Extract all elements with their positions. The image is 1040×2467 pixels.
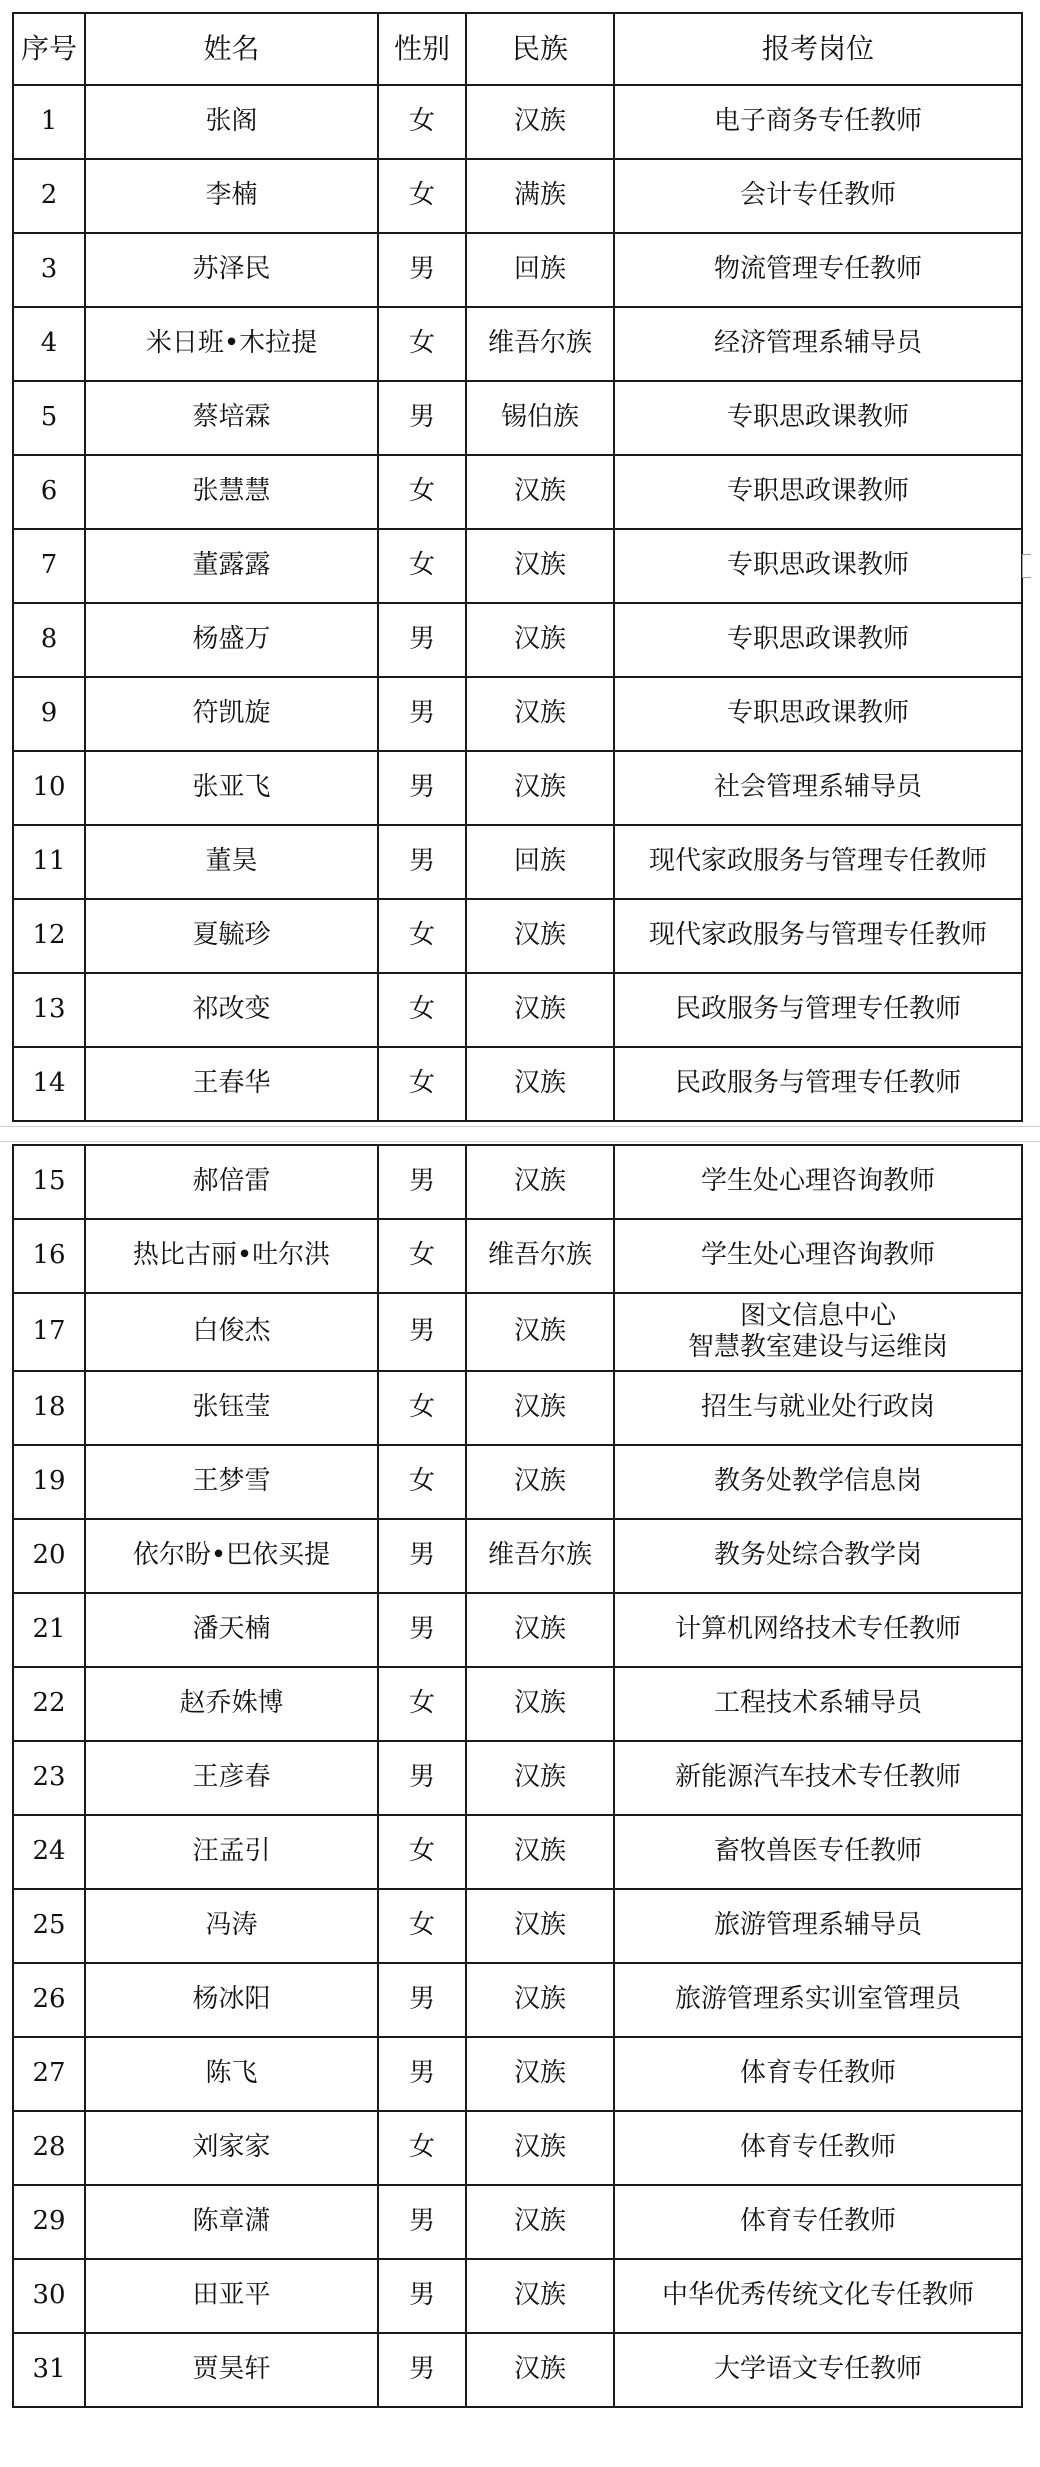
cell-name: 米日班•木拉提 <box>85 307 378 381</box>
cell-position: 专职思政课教师 <box>614 455 1022 529</box>
cell-position: 计算机网络技术专任教师 <box>614 1593 1022 1667</box>
cell-no: 26 <box>13 1963 85 2037</box>
cell-no: 8 <box>13 603 85 677</box>
table-row <box>13 529 1022 603</box>
cell-gender: 男 <box>378 381 466 455</box>
cell-position: 现代家政服务与管理专任教师 <box>614 825 1022 899</box>
table-row <box>13 1741 1022 1815</box>
cell-name: 蔡培霖 <box>85 381 378 455</box>
candidate-table-part-2 <box>12 1144 1023 2408</box>
cell-position: 体育专任教师 <box>614 2185 1022 2259</box>
cell-name: 张钰莹 <box>85 1371 378 1445</box>
cell-gender: 男 <box>378 1293 466 1371</box>
cell-name: 陈飞 <box>85 2037 378 2111</box>
page-edge-marker <box>1022 554 1031 578</box>
table-row <box>13 455 1022 529</box>
cell-ethnicity: 汉族 <box>466 1593 614 1667</box>
cell-no: 20 <box>13 1519 85 1593</box>
cell-name: 白俊杰 <box>85 1293 378 1371</box>
cell-position: 民政服务与管理专任教师 <box>614 1047 1022 1121</box>
cell-gender: 男 <box>378 1519 466 1593</box>
cell-no: 19 <box>13 1445 85 1519</box>
cell-name: 田亚平 <box>85 2259 378 2333</box>
cell-name: 赵乔姝博 <box>85 1667 378 1741</box>
cell-name: 符凯旋 <box>85 677 378 751</box>
table-row <box>13 1371 1022 1445</box>
cell-no: 5 <box>13 381 85 455</box>
cell-no: 25 <box>13 1889 85 1963</box>
cell-ethnicity: 回族 <box>466 825 614 899</box>
table-row <box>13 2185 1022 2259</box>
cell-ethnicity: 维吾尔族 <box>466 1519 614 1593</box>
cell-position: 旅游管理系辅导员 <box>614 1889 1022 1963</box>
cell-gender: 男 <box>378 2333 466 2407</box>
cell-position: 学生处心理咨询教师 <box>614 1145 1022 1219</box>
cell-gender: 女 <box>378 85 466 159</box>
cell-ethnicity: 汉族 <box>466 85 614 159</box>
cell-ethnicity: 汉族 <box>466 1047 614 1121</box>
cell-name: 祁改变 <box>85 973 378 1047</box>
cell-ethnicity: 汉族 <box>466 603 614 677</box>
cell-no: 17 <box>13 1293 85 1371</box>
cell-name: 苏泽民 <box>85 233 378 307</box>
table-row <box>13 1889 1022 1963</box>
cell-no: 2 <box>13 159 85 233</box>
cell-position: 工程技术系辅导员 <box>614 1667 1022 1741</box>
cell-gender: 男 <box>378 677 466 751</box>
cell-no: 10 <box>13 751 85 825</box>
cell-no: 13 <box>13 973 85 1047</box>
table-row <box>13 1293 1022 1371</box>
cell-ethnicity: 汉族 <box>466 1445 614 1519</box>
cell-gender: 女 <box>378 1371 466 1445</box>
cell-name: 杨冰阳 <box>85 1963 378 2037</box>
cell-gender: 女 <box>378 529 466 603</box>
cell-name: 李楠 <box>85 159 378 233</box>
cell-gender: 女 <box>378 2111 466 2185</box>
candidate-table-part-1 <box>12 12 1023 1122</box>
table-row <box>13 677 1022 751</box>
cell-no: 28 <box>13 2111 85 2185</box>
cell-position: 体育专任教师 <box>614 2037 1022 2111</box>
cell-ethnicity: 汉族 <box>466 1815 614 1889</box>
table-row <box>13 1047 1022 1121</box>
cell-gender: 女 <box>378 307 466 381</box>
cell-position <box>614 1293 1022 1371</box>
cell-name: 张阁 <box>85 85 378 159</box>
cell-gender: 女 <box>378 455 466 529</box>
table-row <box>13 751 1022 825</box>
table-row <box>13 1219 1022 1293</box>
cell-name: 热比古丽•吐尔洪 <box>85 1219 378 1293</box>
table-row <box>13 2111 1022 2185</box>
cell-position: 新能源汽车技术专任教师 <box>614 1741 1022 1815</box>
header-no: 序号 <box>13 13 85 85</box>
cell-name: 陈章潇 <box>85 2185 378 2259</box>
cell-ethnicity: 汉族 <box>466 1963 614 2037</box>
cell-ethnicity: 汉族 <box>466 2259 614 2333</box>
table-row <box>13 1145 1022 1219</box>
cell-no: 3 <box>13 233 85 307</box>
cell-gender: 男 <box>378 751 466 825</box>
cell-gender: 男 <box>378 1145 466 1219</box>
cell-gender: 女 <box>378 1667 466 1741</box>
cell-no: 21 <box>13 1593 85 1667</box>
cell-name: 依尔盼•巴依买提 <box>85 1519 378 1593</box>
cell-name: 杨盛万 <box>85 603 378 677</box>
cell-position: 专职思政课教师 <box>614 603 1022 677</box>
cell-position: 专职思政课教师 <box>614 529 1022 603</box>
cell-no: 1 <box>13 85 85 159</box>
cell-name: 刘家家 <box>85 2111 378 2185</box>
cell-no: 14 <box>13 1047 85 1121</box>
cell-no: 9 <box>13 677 85 751</box>
cell-ethnicity: 汉族 <box>466 1371 614 1445</box>
cell-position: 畜牧兽医专任教师 <box>614 1815 1022 1889</box>
cell-position: 电子商务专任教师 <box>614 85 1022 159</box>
cell-position: 大学语文专任教师 <box>614 2333 1022 2407</box>
table-row <box>13 2259 1022 2333</box>
table-row <box>13 1445 1022 1519</box>
cell-position: 经济管理系辅导员 <box>614 307 1022 381</box>
cell-position: 学生处心理咨询教师 <box>614 1219 1022 1293</box>
cell-ethnicity: 汉族 <box>466 677 614 751</box>
cell-ethnicity: 汉族 <box>466 2111 614 2185</box>
cell-position: 物流管理专任教师 <box>614 233 1022 307</box>
table-row <box>13 159 1022 233</box>
table-row <box>13 2333 1022 2407</box>
cell-ethnicity: 汉族 <box>466 1741 614 1815</box>
cell-no: 12 <box>13 899 85 973</box>
cell-gender: 男 <box>378 1741 466 1815</box>
table-row <box>13 973 1022 1047</box>
cell-gender: 女 <box>378 1889 466 1963</box>
cell-position: 体育专任教师 <box>614 2111 1022 2185</box>
cell-no: 18 <box>13 1371 85 1445</box>
cell-gender: 男 <box>378 2259 466 2333</box>
cell-gender: 女 <box>378 1047 466 1121</box>
cell-no: 24 <box>13 1815 85 1889</box>
table-row <box>13 899 1022 973</box>
cell-position: 旅游管理系实训室管理员 <box>614 1963 1022 2037</box>
header-gender: 性别 <box>378 13 466 85</box>
cell-position: 教务处教学信息岗 <box>614 1445 1022 1519</box>
cell-no: 29 <box>13 2185 85 2259</box>
cell-position: 招生与就业处行政岗 <box>614 1371 1022 1445</box>
cell-ethnicity: 汉族 <box>466 1145 614 1219</box>
cell-position: 现代家政服务与管理专任教师 <box>614 899 1022 973</box>
table-row <box>13 381 1022 455</box>
cell-name: 王梦雪 <box>85 1445 378 1519</box>
cell-no: 16 <box>13 1219 85 1293</box>
cell-name: 冯涛 <box>85 1889 378 1963</box>
cell-position-line-2: 智慧教室建设与运维岗 <box>687 1332 948 1362</box>
cell-ethnicity: 汉族 <box>466 2333 614 2407</box>
cell-gender: 女 <box>378 1219 466 1293</box>
cell-gender: 男 <box>378 1593 466 1667</box>
header-position: 报考岗位 <box>614 13 1022 85</box>
cell-name: 董露露 <box>85 529 378 603</box>
cell-ethnicity: 满族 <box>466 159 614 233</box>
cell-ethnicity: 维吾尔族 <box>466 1219 614 1293</box>
table-row <box>13 1667 1022 1741</box>
cell-gender: 男 <box>378 825 466 899</box>
table-row <box>13 1593 1022 1667</box>
cell-ethnicity: 汉族 <box>466 973 614 1047</box>
cell-no: 23 <box>13 1741 85 1815</box>
cell-ethnicity: 汉族 <box>466 1889 614 1963</box>
cell-name: 潘天楠 <box>85 1593 378 1667</box>
cell-no: 31 <box>13 2333 85 2407</box>
cell-position: 专职思政课教师 <box>614 381 1022 455</box>
cell-ethnicity: 汉族 <box>466 751 614 825</box>
cell-name: 张慧慧 <box>85 455 378 529</box>
cell-no: 30 <box>13 2259 85 2333</box>
cell-ethnicity: 汉族 <box>466 1293 614 1371</box>
cell-name: 张亚飞 <box>85 751 378 825</box>
cell-position-line-1: 图文信息中心 <box>739 1300 896 1331</box>
cell-no: 27 <box>13 2037 85 2111</box>
cell-position: 会计专任教师 <box>614 159 1022 233</box>
cell-ethnicity: 维吾尔族 <box>466 307 614 381</box>
table-row <box>13 1963 1022 2037</box>
cell-no: 22 <box>13 1667 85 1741</box>
cell-name: 汪孟引 <box>85 1815 378 1889</box>
cell-position: 教务处综合教学岗 <box>614 1519 1022 1593</box>
cell-gender: 女 <box>378 159 466 233</box>
table-row <box>13 233 1022 307</box>
cell-gender: 女 <box>378 973 466 1047</box>
cell-ethnicity: 汉族 <box>466 2185 614 2259</box>
table-row <box>13 825 1022 899</box>
table-row <box>13 603 1022 677</box>
header-ethnicity: 民族 <box>466 13 614 85</box>
cell-gender: 女 <box>378 899 466 973</box>
cell-name: 郝倍雷 <box>85 1145 378 1219</box>
table-row <box>13 2037 1022 2111</box>
cell-ethnicity: 汉族 <box>466 899 614 973</box>
cell-name: 王春华 <box>85 1047 378 1121</box>
table-row <box>13 307 1022 381</box>
cell-no: 6 <box>13 455 85 529</box>
cell-position: 民政服务与管理专任教师 <box>614 973 1022 1047</box>
table-row <box>13 1519 1022 1593</box>
cell-name: 夏毓珍 <box>85 899 378 973</box>
cell-ethnicity: 汉族 <box>466 1667 614 1741</box>
cell-ethnicity: 锡伯族 <box>466 381 614 455</box>
table-row <box>13 1815 1022 1889</box>
page-break-divider <box>0 1126 1040 1142</box>
cell-position: 专职思政课教师 <box>614 677 1022 751</box>
table-header-row <box>13 13 1022 85</box>
cell-no: 4 <box>13 307 85 381</box>
cell-name: 王彦春 <box>85 1741 378 1815</box>
cell-gender: 女 <box>378 1815 466 1889</box>
cell-ethnicity: 汉族 <box>466 455 614 529</box>
cell-position: 中华优秀传统文化专任教师 <box>614 2259 1022 2333</box>
cell-no: 7 <box>13 529 85 603</box>
cell-position: 社会管理系辅导员 <box>614 751 1022 825</box>
cell-gender: 男 <box>378 2185 466 2259</box>
cell-gender: 男 <box>378 2037 466 2111</box>
cell-gender: 男 <box>378 603 466 677</box>
header-name: 姓名 <box>85 13 378 85</box>
cell-gender: 女 <box>378 1445 466 1519</box>
table-row <box>13 85 1022 159</box>
cell-name: 贾昊轩 <box>85 2333 378 2407</box>
cell-ethnicity: 回族 <box>466 233 614 307</box>
cell-name: 董昊 <box>85 825 378 899</box>
cell-no: 15 <box>13 1145 85 1219</box>
cell-no: 11 <box>13 825 85 899</box>
cell-ethnicity: 汉族 <box>466 2037 614 2111</box>
cell-ethnicity: 汉族 <box>466 529 614 603</box>
cell-gender: 男 <box>378 233 466 307</box>
cell-gender: 男 <box>378 1963 466 2037</box>
